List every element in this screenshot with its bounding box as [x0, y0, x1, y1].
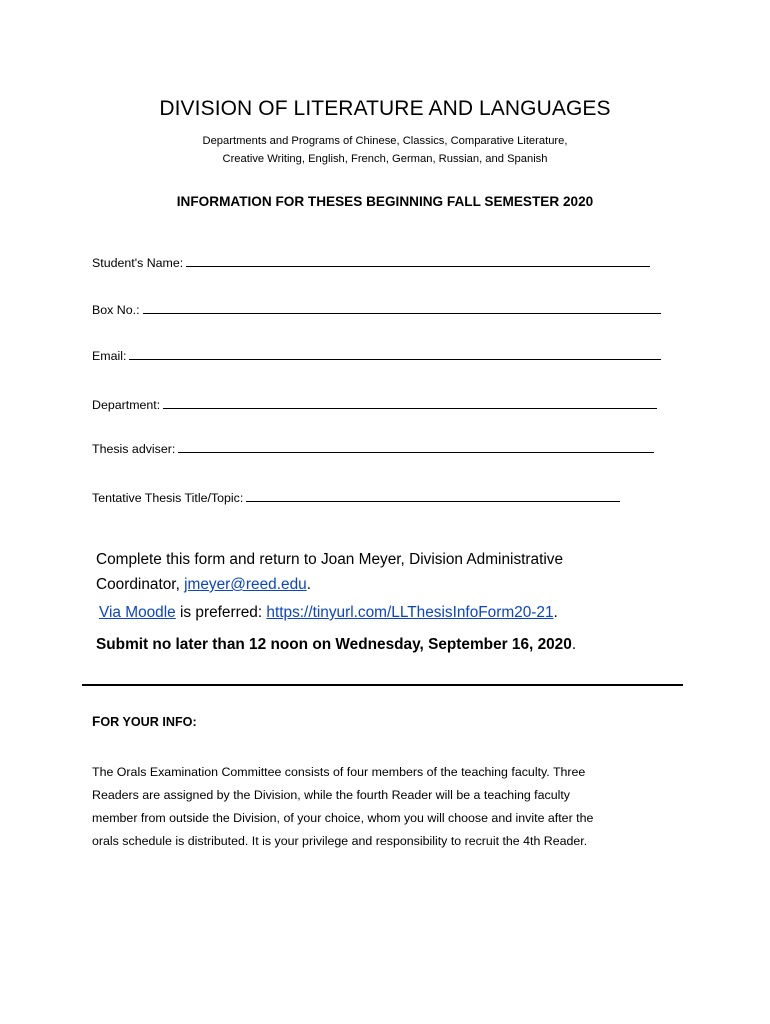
- notice-text: .: [571, 636, 577, 653]
- field-label: Email:: [92, 349, 127, 363]
- heading-rest: OR YOUR INFO:: [100, 715, 197, 729]
- deadline-line: [96, 635, 576, 655]
- field-department: [92, 397, 657, 413]
- info-paragraph-line: member from outside the Division, of your choice, whom you will choose and invite after the: [92, 811, 594, 825]
- notice-line-3: [99, 603, 558, 623]
- box-no-input[interactable]: [143, 302, 661, 314]
- info-paragraph-line: The Orals Examination Committee consists of four members of the teaching faculty. Three: [92, 765, 586, 779]
- field-student-name: [92, 255, 650, 271]
- field-box-no: [92, 302, 661, 318]
- field-email: [92, 348, 661, 364]
- thesis-title-input[interactable]: [246, 490, 620, 502]
- subtitle-line-2: Creative Writing, English, French, German, Russian, and Spanish: [222, 153, 548, 165]
- field-label: Box No.:: [92, 303, 140, 317]
- heading-initial: F: [92, 714, 101, 729]
- field-thesis-adviser: [92, 441, 654, 457]
- document-title: DIVISION OF LITERATURE AND LANGUAGES: [159, 97, 611, 120]
- field-label: Tentative Thesis Title/Topic:: [92, 491, 244, 505]
- notice-text: Coordinator,: [96, 576, 185, 593]
- moodle-link[interactable]: Via Moodle: [99, 604, 176, 621]
- field-label: Student's Name:: [92, 256, 184, 270]
- field-thesis-title: [92, 490, 620, 506]
- field-label: Thesis adviser:: [92, 442, 176, 456]
- for-your-info-heading: [92, 714, 197, 729]
- info-paragraph-line: Readers are assigned by the Division, while the fourth Reader will be a teaching faculty: [92, 788, 570, 802]
- info-paragraph-line: orals schedule is distributed. It is your privilege and responsibility to recruit the 4th Reader.: [92, 834, 588, 848]
- notice-text: .: [306, 576, 311, 593]
- notice-text: is preferred:: [175, 604, 267, 621]
- email-link[interactable]: jmeyer@reed.edu: [184, 576, 307, 593]
- deadline-text: Submit no later than 12 noon on Wednesday, September 16, 2020: [96, 636, 572, 653]
- notice-line-2: [96, 575, 311, 595]
- email-input[interactable]: [129, 348, 661, 360]
- student-name-input[interactable]: [186, 255, 650, 267]
- info-heading: INFORMATION FOR THESES BEGINNING FALL SEMESTER 2020: [176, 194, 594, 209]
- form-url-link[interactable]: https://tinyurl.com/LLThesisInfoForm20-21: [266, 604, 554, 621]
- department-input[interactable]: [163, 397, 657, 409]
- subtitle-line-1: Departments and Programs of Chinese, Classics, Comparative Literature,: [202, 135, 568, 147]
- thesis-adviser-input[interactable]: [178, 441, 654, 453]
- field-label: Department:: [92, 398, 161, 412]
- section-divider: [82, 684, 683, 686]
- notice-line-1: Complete this form and return to Joan Meyer, Division Administrative: [96, 551, 564, 568]
- notice-text: .: [553, 604, 558, 621]
